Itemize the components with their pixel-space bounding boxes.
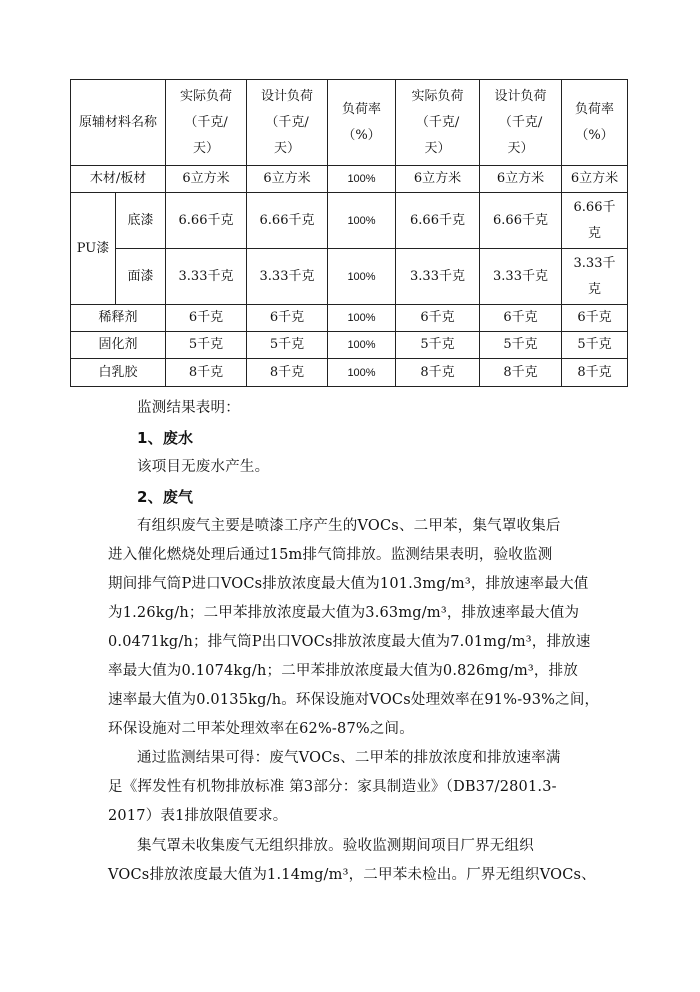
paragraph-line: 率最大值为0.1074kg/h；二甲苯排放浓度最大值为0.826mg/m³，排放 xyxy=(108,663,579,679)
header-text: 设计负荷 xyxy=(494,88,547,104)
material-load-table xyxy=(70,79,628,387)
header-text: （千克/ xyxy=(498,114,543,130)
paragraph-line: 为1.26kg/h；二甲苯排放浓度最大值为3.63mg/m³，排放速率最大值为 xyxy=(108,605,580,621)
cell-material-name: 底漆 xyxy=(116,193,166,249)
table-row-primer xyxy=(71,193,628,249)
paragraph-line: VOCs排放浓度最大值为1.14mg/m³，二甲苯未检出。厂界无组织VOCs、 xyxy=(108,867,596,883)
header-text: 天） xyxy=(193,140,220,156)
table-cell: 5千克 xyxy=(396,332,480,359)
paragraph-line: 速率最大值为0.0135kg/h。环保设施对VOCs处理效率在91%-93%之间， xyxy=(108,692,600,708)
header-text: （%） xyxy=(575,127,614,143)
header-actual-load-2 xyxy=(396,80,480,166)
table-cell: 6.66千克 xyxy=(166,193,247,249)
cell-material-name: 面漆 xyxy=(116,249,166,305)
intro-text: 监测结果表明： xyxy=(137,400,240,416)
paragraph-line: 环保设施对二甲苯处理效率在62%-87%之间。 xyxy=(108,721,414,737)
header-text: （%） xyxy=(342,127,381,143)
header-material xyxy=(71,80,166,166)
paragraph-line: 有组织废气主要是喷漆工序产生的VOCs、二甲苯，集气罩收集后 xyxy=(137,518,561,534)
wastewater-paragraph: 该项目无废水产生。 xyxy=(137,459,270,475)
table-cell: 6立方米 xyxy=(480,166,562,193)
table-cell xyxy=(562,193,628,249)
header-text: 负荷率 xyxy=(575,101,615,117)
cell-material-name: 木材/板材 xyxy=(71,166,166,193)
header-text: 设计负荷 xyxy=(261,88,314,104)
header-text: 天） xyxy=(274,140,301,156)
header-text: （千克/ xyxy=(415,114,460,130)
table-row-hardener xyxy=(71,332,628,359)
table-cell: 5千克 xyxy=(166,332,247,359)
paragraph-line: 足《挥发性有机物排放标准 第3部分：家具制造业》（DB37/2801.3- xyxy=(108,779,557,795)
table-cell: 6.66千克 xyxy=(396,193,480,249)
table-cell: 8千克 xyxy=(247,359,328,387)
paragraph-line: 通过监测结果可得：废气VOCs、二甲苯的排放浓度和排放速率满 xyxy=(137,750,561,766)
table-cell: 8千克 xyxy=(396,359,480,387)
header-load-rate-2 xyxy=(562,80,628,166)
cell-material-name: 白乳胶 xyxy=(71,359,166,387)
fugitive-emission-paragraph xyxy=(108,832,600,890)
table-cell: 8千克 xyxy=(166,359,247,387)
paragraph-line: 进入催化燃烧处理后通过15m排气筒排放。监测结果表明，验收监测 xyxy=(108,547,553,563)
table-row-thinner xyxy=(71,305,628,332)
table-cell: 6立方米 xyxy=(247,166,328,193)
cell-material-name: 稀释剂 xyxy=(71,305,166,332)
header-design-load-2 xyxy=(480,80,562,166)
cell-text: 6.66千 xyxy=(573,199,616,215)
cell-text: 克 xyxy=(588,281,602,297)
section-heading-waste-gas: 2、废气 xyxy=(137,488,194,506)
header-material-label: 原辅材料名称 xyxy=(79,114,158,130)
paragraph-line: 0.0471kg/h；排气筒P出口VOCs排放浓度最大值为7.01mg/m³，排放速 xyxy=(108,634,591,650)
compliance-paragraph xyxy=(108,744,600,831)
header-actual-load xyxy=(166,80,247,166)
waste-gas-paragraph xyxy=(108,512,600,744)
cell-text: 3.33千 xyxy=(573,255,616,271)
paragraph-line: 2017）表1排放限值要求。 xyxy=(108,808,288,824)
header-text: 天） xyxy=(507,140,534,156)
header-design-load xyxy=(247,80,328,166)
table-cell: 100% xyxy=(328,193,396,249)
table-cell: 3.33千克 xyxy=(480,249,562,305)
table-cell: 3.33千克 xyxy=(247,249,328,305)
table-cell: 8千克 xyxy=(562,359,628,387)
table-cell: 6立方米 xyxy=(562,166,628,193)
table-cell: 100% xyxy=(328,305,396,332)
table-cell: 5千克 xyxy=(247,332,328,359)
table-cell: 6立方米 xyxy=(396,166,480,193)
table-cell: 5千克 xyxy=(480,332,562,359)
table-cell: 3.33千克 xyxy=(166,249,247,305)
table-cell: 6千克 xyxy=(480,305,562,332)
paragraph-line: 期间排气筒P进口VOCs排放浓度最大值为101.3mg/m³，排放速率最大值 xyxy=(108,576,589,592)
table-cell: 100% xyxy=(328,249,396,305)
table-row-topcoat xyxy=(71,249,628,305)
table-cell: 6.66千克 xyxy=(247,193,328,249)
header-text: （千克/ xyxy=(265,114,309,130)
header-text: （千克/ xyxy=(184,114,228,130)
table-row-wood xyxy=(71,166,628,193)
header-text: 实际负荷 xyxy=(411,88,464,104)
table-cell: 6.66千克 xyxy=(480,193,562,249)
cell-pu-group: PU漆 xyxy=(71,193,116,305)
cell-text: 克 xyxy=(588,225,602,241)
table-cell: 6千克 xyxy=(396,305,480,332)
table-cell: 100% xyxy=(328,332,396,359)
section-heading-wastewater: 1、废水 xyxy=(137,429,194,447)
table-cell: 100% xyxy=(328,166,396,193)
paragraph-line: 集气罩未收集废气无组织排放。验收监测期间项目厂界无组织 xyxy=(137,838,534,854)
header-text: 负荷率 xyxy=(342,101,382,117)
table-cell: 8千克 xyxy=(480,359,562,387)
header-text: 实际负荷 xyxy=(180,88,233,104)
table-cell: 6千克 xyxy=(166,305,247,332)
table-header-row xyxy=(71,80,628,166)
table-cell: 6立方米 xyxy=(166,166,247,193)
table-cell xyxy=(562,249,628,305)
table-cell: 3.33千克 xyxy=(396,249,480,305)
table-row-white-glue xyxy=(71,359,628,387)
header-load-rate xyxy=(328,80,396,166)
table-cell: 100% xyxy=(328,359,396,387)
header-text: 天） xyxy=(424,140,451,156)
table-cell: 6千克 xyxy=(562,305,628,332)
table-cell: 6千克 xyxy=(247,305,328,332)
table-cell: 5千克 xyxy=(562,332,628,359)
cell-material-name: 固化剂 xyxy=(71,332,166,359)
